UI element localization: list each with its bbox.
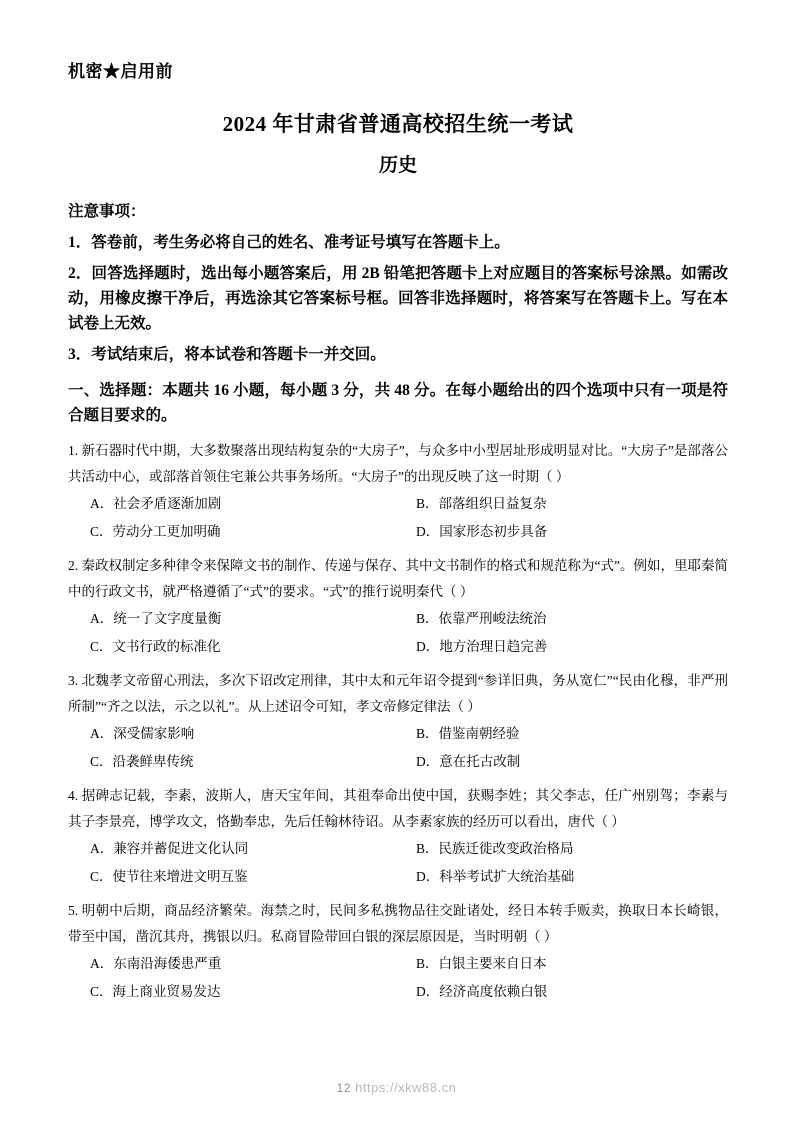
question-5 xyxy=(68,898,728,1006)
option-b[interactable]: B．依靠严刑峻法统治 xyxy=(416,611,547,627)
notice-item: 3．考试结束后，将本试卷和答题卡一并交回。 xyxy=(68,346,386,364)
secret-label: 机密★启用前 xyxy=(68,62,173,81)
option-d[interactable]: D．科举考试扩大统治基础 xyxy=(416,869,575,884)
question-4 xyxy=(68,783,728,891)
notice-heading: 注意事项： xyxy=(68,202,146,220)
question-2 xyxy=(68,553,728,661)
option-d[interactable]: D．意在托古改制 xyxy=(416,754,521,770)
option-c[interactable]: C．海上商业贸易发达 xyxy=(90,983,221,999)
option-b[interactable]: B．白银主要来自日本 xyxy=(416,956,547,972)
option-a[interactable]: A．深受儒家影响 xyxy=(90,726,195,742)
section-heading: 一、选择题：本题共 16 小题，每小题 3 分，共 48 分。在每小题给出的四个选项中只有一项是符合题目要求的。 xyxy=(68,381,728,424)
option-c[interactable]: C．文书行政的标准化 xyxy=(90,639,221,655)
notice-item: 1．答卷前，考生务必将自己的姓名、准考证号填写在答题卡上。 xyxy=(68,234,510,252)
question-stem: 3. 北魏孝文帝留心刑法，多次下诏改定刑律，其中太和元年诏令提到“参详旧典，务从宽仁”“民由化穆，非严刑所制”“齐之以法，示之以礼”。从上述诏令可知，孝文帝修定律法（ ） xyxy=(68,672,728,715)
page-footer xyxy=(0,1080,793,1095)
option-list xyxy=(68,835,728,890)
option-list xyxy=(68,720,728,775)
option-row xyxy=(68,633,728,661)
page-number: 12 xyxy=(336,1081,351,1095)
question-3 xyxy=(68,668,728,776)
option-row xyxy=(68,978,728,1006)
option-b[interactable]: B．部落组织日益复杂 xyxy=(416,496,547,512)
option-d[interactable]: D．国家形态初步具备 xyxy=(416,524,548,540)
option-row xyxy=(68,720,728,748)
option-row xyxy=(68,748,728,776)
question-stem: 1. 新石器时代中期，大多数聚落出现结构复杂的“大房子”，与众多中小型居址形成明显对比。“大房子”是部落公共活动中心，或部落首领住宅兼公共事务场所。“大房子”的出现反映了这一时期（ ） xyxy=(68,442,728,485)
option-d[interactable]: D．经济高度依赖白银 xyxy=(416,983,548,999)
option-a[interactable]: A．兼容并蓄促进文化认同 xyxy=(90,841,249,857)
option-list xyxy=(68,605,728,660)
option-d[interactable]: D．地方治理日趋完善 xyxy=(416,639,548,655)
option-row xyxy=(68,835,728,863)
question-stem: 2. 秦政权制定多种律令来保障文书的制作、传递与保存、其中文书制作的格式和规范称为“式”。例如，里耶秦简中的行政文书，就严格遵循了“式”的要求。“式”的推行说明秦代（ ） xyxy=(68,557,728,600)
option-a[interactable]: A．社会矛盾逐渐加剧 xyxy=(90,496,222,512)
subject-title: 历史 xyxy=(378,155,417,177)
option-row xyxy=(68,605,728,633)
option-c[interactable]: C．劳动分工更加明确 xyxy=(90,524,221,540)
notice-item: 2．回答选择题时，选出每小题答案后，用 2B 铅笔把答题卡上对应题目的答案标号涂黑。如需改动，用橡皮擦干净后，再选涂其它答案标号框。回答非选择题时，将答案写在答题卡上。写在本试卷上无效。 xyxy=(68,265,728,333)
option-b[interactable]: B．借鉴南朝经验 xyxy=(416,726,520,742)
question-stem: 4. 据碑志记载，李素，波斯人，唐天宝年间，其祖奉命出使中国，获赐李姓；其父李志，任广州别驾；李素与其子李景亮，博学攻文，恪勤奉忠，先后任翰林待诏。从李素家族的经历可以看出，唐代（ ） xyxy=(68,787,728,830)
option-row xyxy=(68,863,728,891)
question-stem: 5. 明朝中后期，商品经济繁荣。海禁之时，民间多私携物品往交趾诸处，经日本转手贩卖，换取日本长崎银，带至中国，凿沉其舟，携银以归。私商冒险带回白银的深层原因是，当时明朝（ ） xyxy=(68,902,728,944)
option-row xyxy=(68,490,728,518)
option-b[interactable]: B．民族迁徙改变政治格局 xyxy=(416,841,574,857)
page-title: 2024 年甘肃省普通高校招生统一考试 xyxy=(222,111,574,136)
option-row xyxy=(68,950,728,978)
option-list xyxy=(68,490,728,545)
option-list xyxy=(68,950,728,1005)
page-content xyxy=(68,60,728,1013)
question-1 xyxy=(68,438,728,546)
option-c[interactable]: C．沿袭鲜卑传统 xyxy=(90,754,194,770)
option-c[interactable]: C．使节往来增进文明互鉴 xyxy=(90,869,248,884)
option-row xyxy=(68,518,728,546)
option-a[interactable]: A．统一了文字度量衡 xyxy=(90,611,222,627)
watermark-url: https://xkw88.cn xyxy=(355,1080,457,1095)
option-a[interactable]: A．东南沿海倭患严重 xyxy=(90,956,222,972)
